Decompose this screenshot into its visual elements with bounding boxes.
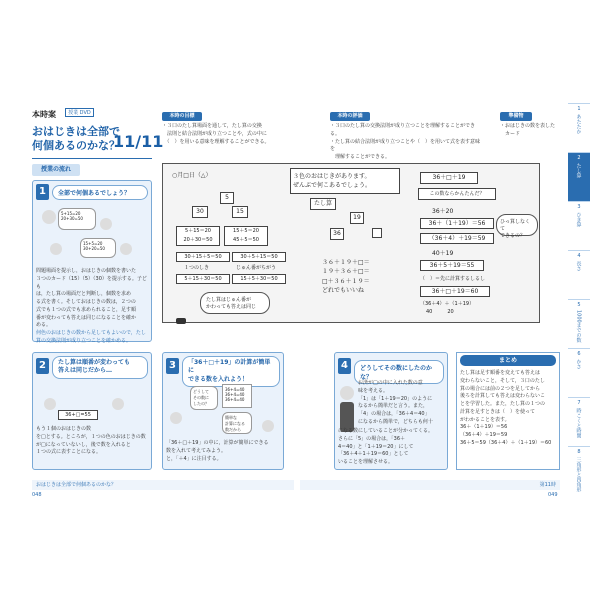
magnet-icon — [176, 318, 186, 324]
step3-number: 3 — [166, 358, 179, 374]
tab-label: あたたか — [575, 114, 582, 134]
tab-label: 三角形と四角形 — [575, 457, 582, 492]
eval-text — [330, 123, 480, 162]
step3-line: と，「＋4」に注目する。 — [166, 455, 222, 462]
tab-label: ひき算 — [575, 212, 582, 227]
step1-blue-line: 算の交換法則が成り立つことを確かめる。 — [36, 337, 132, 344]
page-number-right: 049 — [548, 492, 558, 498]
main-title-line1: おはじきは全部で — [32, 125, 120, 138]
board-right-3: 36＋20 — [432, 208, 454, 215]
step1-question: 全部で何個あるでしょう？ — [52, 185, 148, 200]
student-figure — [100, 218, 112, 230]
eq-line: １９＋３６＋□＝ — [322, 268, 370, 276]
step1-line: 問題場面を提示し，おはじきの個数を書いた — [36, 268, 137, 274]
problem-line: ３色のおはじきがあります。 — [293, 173, 371, 180]
tab-num: 1 — [577, 106, 581, 112]
tab-label: 1000までの数 — [575, 310, 582, 343]
eval-line: ・たし算の結合法則が成り立つことや（ ）を用いて式を表す意味を — [330, 138, 481, 153]
board-card-5: 5 — [220, 192, 234, 204]
eq-line: 45＋5＝50 — [233, 237, 259, 243]
bubble-line: 30+20=50 — [83, 246, 105, 251]
summary-line: 算の場合には前の２つを足してから — [460, 385, 541, 392]
board-right-6: 40＋19 — [432, 250, 454, 257]
step4-line: 味を考える。 — [358, 387, 389, 394]
prep-line: カード — [500, 130, 521, 137]
summary-eq: 36＋（1＋19）＝56 — [460, 424, 508, 431]
goal-line: （ ）を用いる意味を理解することができる。 — [162, 138, 270, 145]
step2-text — [36, 426, 148, 457]
step4-line: になるから簡単で，どちらも何十 — [358, 418, 433, 425]
step4-line: 「4」の場合は，「36＋4＝40」 — [358, 411, 430, 417]
question-line: できる数を入れよう！ — [188, 375, 249, 383]
board-right-10: （36＋4）＋（1＋19） — [420, 301, 475, 307]
board-eq-c2: 30＋5＋15＝50 — [232, 252, 286, 262]
step2-line: １つの式に表すことになる。 — [36, 449, 102, 456]
summary-line: 変わらないこと，そして，３口のたし — [460, 377, 545, 384]
summary-eq: 36＋5＝59（36＋4）＋（1＋19）＝60 — [460, 439, 552, 446]
lesson-number: 11/11 — [113, 132, 164, 151]
step2-number: 2 — [36, 358, 49, 374]
goal-line: 法則と結合法則が成り立つことや，式の中に — [162, 130, 267, 137]
step3-line: 数を入れて考えてみよう。 — [166, 447, 227, 454]
board-right-4: 36＋（1＋19）＝56 — [420, 218, 494, 229]
board-card-19: 19 — [350, 212, 364, 224]
footer-left: おはじきは全部で何個あるのかな？ — [32, 480, 294, 490]
sidebar-tab-3[interactable] — [568, 201, 590, 250]
student-figure — [50, 243, 62, 255]
sidebar-tab-4[interactable] — [568, 250, 590, 299]
step1-text — [36, 268, 148, 346]
tab-num: 5 — [577, 302, 581, 308]
board-eq-e — [322, 258, 370, 295]
step4-number: 4 — [338, 358, 351, 374]
tab-num: 4 — [577, 253, 581, 259]
board-right-5: （36＋4）＋19＝59 — [420, 233, 494, 244]
board-card-30: 30 — [192, 206, 208, 218]
prep-label: 準備物 — [500, 112, 532, 121]
step3-text — [166, 440, 280, 463]
summary-line: たし算は足す順番を変えても答えは — [460, 370, 541, 376]
tab-num: 2 — [577, 155, 581, 161]
board-note — [200, 292, 270, 314]
step1-number: 1 — [36, 184, 49, 200]
teacher-figure — [42, 210, 56, 224]
board-card-blank — [372, 228, 382, 238]
board-bubble — [496, 214, 538, 239]
step2-line: もう１個のおはじきの数 — [36, 426, 92, 432]
sidebar-tab-1[interactable] — [568, 103, 590, 152]
footer-right: 第11時 — [300, 480, 560, 490]
summary-line: とを学習した。また，たし算の１つの — [460, 401, 546, 407]
board-right-1: 36＋□＋19 — [420, 172, 478, 184]
step2-question — [52, 356, 148, 379]
bubble-line: 20+30=50 — [61, 216, 83, 221]
calc-card — [222, 384, 252, 408]
bubble-line: 36+4=40 — [225, 387, 245, 392]
board-right-7: 36＋5＋19＝55 — [420, 260, 484, 271]
step1-line: ３つのカード（15）（5）（30）を提示する。子ども — [36, 275, 147, 290]
tab-label: 時こくと時間 — [575, 408, 582, 438]
goal-text — [162, 123, 310, 146]
step1-line: は，たし算の場面だと判断し，個数を求め — [36, 291, 132, 298]
eval-line: 理解することができる。 — [330, 154, 391, 160]
step1-line: 式でも１つの式でも求められること，足す順 — [36, 306, 137, 313]
board-right-11: 40 20 — [426, 309, 454, 315]
honjian-label: 本時案 — [32, 110, 56, 119]
step4-line: お済が□の中に入れた数の意 — [358, 380, 423, 386]
step4-line: なるから簡単だと言う。また， — [358, 403, 429, 410]
step1-line: める。 — [36, 322, 52, 329]
bubble-line: 36+4=40 — [225, 397, 245, 402]
prep-line: ・おはじきの数を表した — [500, 123, 556, 129]
step4-text-lower — [338, 428, 446, 467]
board-eq-c1: 30＋15＋5＝50 — [176, 252, 230, 262]
step4-line: さらに「5」の場合は，「36＋ — [338, 435, 406, 442]
bubble-line: 5+15=20 — [61, 211, 81, 216]
teacher-figure — [340, 386, 354, 400]
flow-label: 授業の流れ — [32, 164, 80, 176]
summary-line: がわかることを表す。 — [460, 416, 510, 423]
board-eq-d1: 5＋15＋30＝50 — [176, 274, 230, 284]
eval-label: 本時の評価 — [330, 112, 370, 121]
question-line: 「36＋□＋19」の計算が簡単に — [188, 359, 271, 375]
board-label-one: １つのしき — [184, 265, 210, 271]
speech-bubble — [190, 386, 218, 410]
step4-line: 4＝40」と「1＋19＝20」にして — [338, 443, 414, 450]
bubble-line: できるの？ — [500, 233, 526, 239]
prep-text — [500, 123, 560, 139]
sidebar-tab-6[interactable] — [568, 348, 590, 397]
step2-card: 36+□=55 — [58, 410, 98, 420]
step4-line: 「1」は「1＋19＝20」のように — [358, 395, 433, 402]
tab-num: 8 — [577, 449, 581, 455]
goal-label: 本時の目標 — [162, 112, 202, 121]
step4-question: どうしてその数にしたのかな？ — [354, 360, 444, 384]
sidebar-tab-5[interactable] — [568, 299, 590, 348]
bubble-line: したの？ — [193, 401, 209, 406]
speech-bubble — [80, 238, 116, 258]
question-line: 答えは同じだから… — [58, 367, 113, 375]
board-problem-card — [290, 168, 400, 194]
step1-line: る式を書く。そしておはじきの数は，２つの — [36, 299, 136, 305]
eq-line: 20＋30＝50 — [183, 237, 213, 243]
step4-line: いることを理解させる。 — [338, 459, 394, 465]
board-date: ○月□日（△） — [172, 172, 212, 179]
dvd-badge: 授業 DVD — [65, 108, 94, 117]
summary-text — [460, 370, 558, 448]
step2-line: が□になっていないし，後で数を入れると — [36, 441, 131, 448]
step1-blue-line: 何色のおはじきの数から足してもよいので，たし — [36, 330, 146, 336]
board-right-9: 36＋□＋19＝60 — [420, 286, 490, 297]
bubble-line: 計算になる — [225, 421, 245, 426]
step4-line: になる数にしていることが分かってくる。 — [338, 428, 434, 434]
student-figure — [262, 420, 274, 432]
summary-line: 計算を足すときは（ ）を使って — [460, 408, 536, 415]
question-line: たし算は順番が変わっても — [58, 359, 130, 366]
main-title-line2: 何個あるのかな？ — [32, 138, 120, 152]
note-line: かわっても答えは同じ — [206, 304, 256, 310]
board-label-jun: じゅん番がちがう — [236, 265, 277, 271]
bubble-line: ひっ算しなくて — [500, 219, 531, 232]
eq-line: □＋３６＋１９＝ — [322, 277, 370, 285]
tab-num: 7 — [577, 400, 581, 406]
board-card-36: 36 — [330, 228, 344, 240]
summary-line: 後ろを計算しても答えは変わらないこ — [460, 393, 546, 400]
board-eq-d2: 15＋5＋30＝50 — [232, 274, 286, 284]
title-divider — [32, 158, 152, 159]
sidebar-tab-7[interactable] — [568, 397, 590, 446]
goal-line: ・３口のたし算場面を通して，たし算の交換 — [162, 123, 262, 129]
note-line: たし算はじゅん番が — [206, 297, 252, 303]
tab-num: 6 — [577, 351, 581, 357]
tab-label: たし算 — [575, 163, 582, 178]
step3-question — [182, 356, 280, 387]
eq-line: 15＋5＝20 — [233, 228, 259, 234]
board-eq-a — [176, 226, 220, 246]
eval-line: ・３口のたし算の交換法則が成り立つことを理解することができる。 — [330, 123, 476, 137]
step3-line: 「36＋□＋19」の中に，計算が簡単にできる — [166, 440, 269, 446]
board-card-15: 15 — [232, 206, 248, 218]
student-figure — [120, 243, 132, 255]
problem-line: ぜんぶで何こあるでしょう。 — [293, 182, 371, 189]
bubble-line: その数に — [193, 395, 209, 400]
student-figure — [44, 398, 56, 410]
sidebar-tab-8[interactable] — [568, 446, 590, 495]
summary-title: まとめ — [460, 355, 556, 366]
bubble-line: 36+4=40 — [225, 392, 245, 397]
tab-label: かさ — [575, 359, 582, 369]
tab-num: 3 — [577, 204, 581, 210]
board-eq-b — [224, 226, 268, 246]
bubble-line: 15+5=20 — [83, 241, 103, 246]
eq-line: ３６＋１９＋□＝ — [322, 259, 370, 266]
step4-line: 「36＋4＋1＋19＝60」として — [338, 451, 409, 458]
step4-text — [358, 380, 446, 427]
student-figure — [112, 398, 124, 410]
eq-line: 5＋15＝20 — [185, 228, 211, 234]
sidebar — [568, 103, 590, 495]
board-right-8: （ ）＝先に計算するしるし — [420, 276, 486, 282]
summary-eq: （36＋4）＋19＝59 — [460, 432, 508, 438]
speech-bubble — [58, 208, 96, 230]
board-tashizan: たし算 — [310, 198, 336, 210]
student-figure — [170, 412, 182, 424]
tab-label: 長さ — [575, 261, 582, 271]
bubble-line: 数だから — [225, 427, 241, 432]
board-right-2: この数ならかんたんだ？ — [418, 188, 496, 200]
step1-line: 番が変わっても答えは同じになることを確か — [36, 314, 136, 321]
step2-line: を□とする。ところが，１つの色のおはじきの数 — [36, 433, 146, 440]
sidebar-tab-2[interactable] — [568, 152, 590, 201]
eq-line: どれでもいいね — [322, 286, 365, 294]
bubble-line: どうして — [193, 389, 209, 394]
bubble-line: 簡単な — [225, 415, 237, 420]
page-number-left: 048 — [32, 492, 42, 498]
speech-bubble — [222, 412, 252, 434]
